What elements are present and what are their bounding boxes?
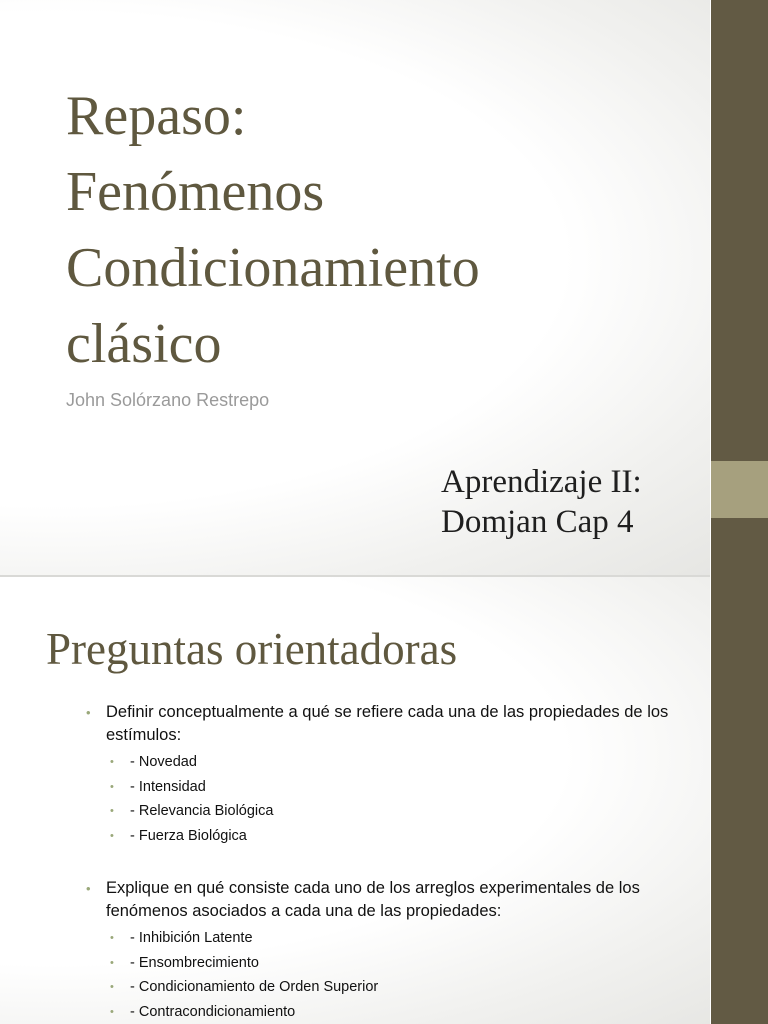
title-line: Repaso: [66,85,247,147]
sub-item-text: - Intensidad [130,778,206,795]
sub-list [86,926,686,1024]
bullet-icon: • [110,932,114,944]
sidebar-accent-block [711,461,768,518]
bullet-text: Definir conceptualmente a qué se refiere cada una de las propiedades de los estímulos: [106,703,669,744]
title-line: clásico [66,313,222,375]
bullet-icon: • [86,881,91,896]
bullet-icon: • [110,756,114,768]
sub-item-text: - Ensombrecimiento [130,954,259,971]
bullet-item [86,877,686,923]
course-line: Aprendizaje II: [441,464,642,500]
sub-item-text: - Condicionamiento de Orden Superior [130,979,379,995]
bullet-icon: • [110,829,114,842]
bullet-icon: • [110,780,114,793]
sub-item [110,1000,686,1024]
bullet-group [86,877,686,1024]
title-line: Condicionamiento [66,237,480,299]
sub-item [110,799,686,824]
bullet-icon: • [110,956,114,969]
sub-list [86,750,686,848]
sub-item-text: - Contracondicionamiento [130,1003,296,1020]
slide-title [66,78,480,382]
title-line: Fenómenos [66,161,325,223]
bullet-icon: • [110,805,114,817]
course-label [441,462,642,542]
sub-item-text: - Inhibición Latente [130,930,253,946]
bullet-icon: • [110,981,114,993]
slide-heading: Preguntas orientadoras [46,624,458,674]
bullet-text: Explique en qué consiste cada uno de los arreglos experimentales de los fenómenos asociados a cada una de las propiedades: [106,879,640,920]
bullet-icon: • [110,1005,114,1018]
sub-item-text: - Relevancia Biológica [130,803,274,819]
sub-item [110,926,686,951]
sub-item [110,824,686,849]
bullet-item [86,701,686,747]
sub-item [110,975,686,1000]
course-line: Domjan Cap 4 [441,504,634,540]
author-name: John Solórzano Restrepo [66,390,270,410]
sub-item-text: - Fuerza Biológica [130,827,247,844]
bullet-icon: • [86,705,91,720]
sub-item [110,775,686,800]
sub-item [110,951,686,976]
sub-item-text: - Novedad [130,754,197,770]
bullet-group [86,701,686,848]
sub-item [110,750,686,775]
